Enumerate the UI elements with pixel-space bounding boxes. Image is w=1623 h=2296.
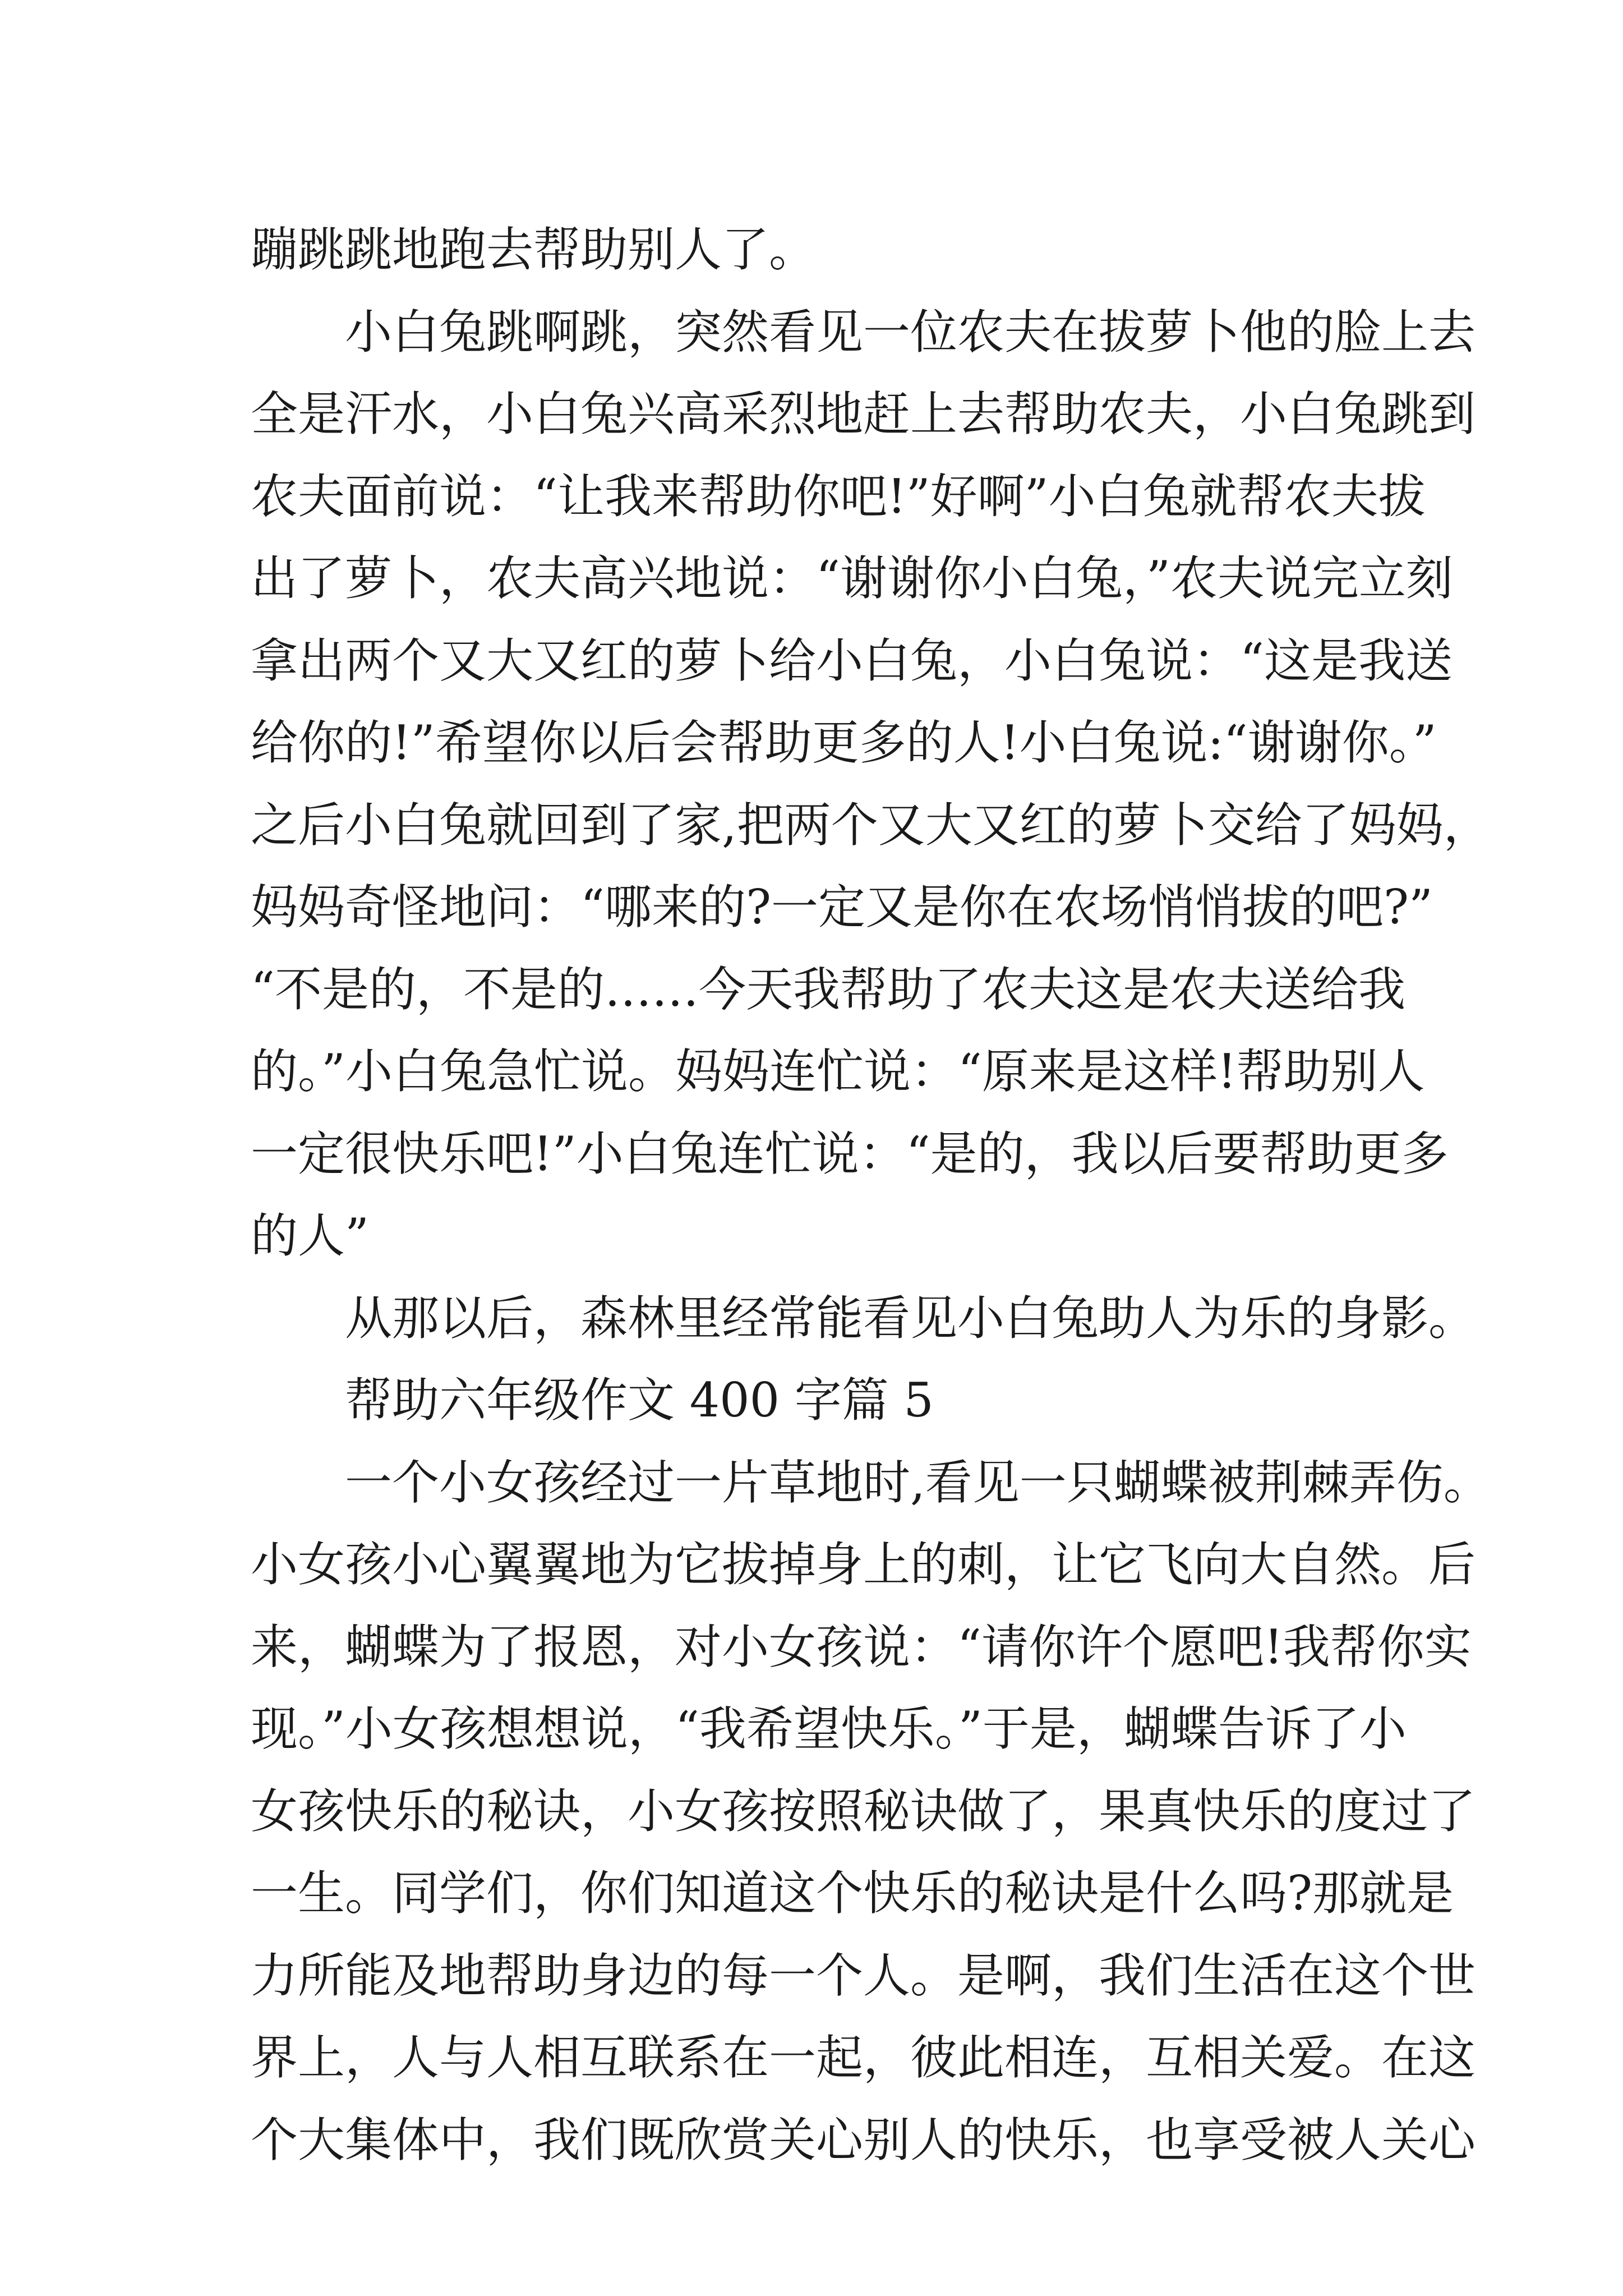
text-line: 妈妈奇怪地问：“哪来的?一定又是你在农场悄悄拔的吧?”	[251, 880, 1433, 935]
text-line: “不是的，不是的……今天我帮助了农夫这是农夫送给我	[251, 961, 1405, 1017]
text-line: 给你的!”希望你以后会帮助更多的人!小白兔说:“谢谢你。”	[251, 715, 1437, 770]
text-line: 农夫面前说：“让我来帮助你吧!”好啊”小白兔就帮农夫拔	[251, 468, 1426, 524]
text-line: 一生。同学们，你们知道这个快乐的秘诀是什么吗?那就是	[251, 1866, 1454, 1921]
text-line: 女孩快乐的秘诀，小女孩按照秘诀做了，果真快乐的度过了	[251, 1783, 1476, 1839]
text-line: 之后小白兔就回到了家,把两个又大又红的萝卜交给了妈妈，	[251, 797, 1491, 853]
text-line: 一定很快乐吧!”小白兔连忙说：“是的，我以后要帮助更多	[251, 1126, 1449, 1181]
document-body	[251, 209, 1491, 2181]
text-line: 拿出两个又大又红的萝卜给小白兔，小白兔说：“这是我送	[251, 633, 1453, 688]
text-line: 界上，人与人相互联系在一起，彼此相连，互相关爱。在这	[251, 2030, 1476, 2085]
text-line: 出了萝卜，农夫高兴地说：“谢谢你小白兔，”农夫说完立刻	[251, 551, 1453, 606]
text-line: 力所能及地帮助身边的每一个人。是啊，我们生活在这个世	[251, 1948, 1476, 2003]
paragraph-start-line: 小白兔跳啊跳，突然看见一位农夫在拔萝卜他的脸上去	[345, 304, 1476, 360]
text-line: 全是汗水，小白兔兴高采烈地赶上去帮助农夫，小白兔跳到	[251, 386, 1476, 441]
paragraph-start-line: 从那以后，森林里经常能看见小白兔助人为乐的身影。	[345, 1290, 1476, 1346]
text-line: 小女孩小心翼翼地为它拔掉身上的刺，让它飞向大自然。后	[251, 1537, 1476, 1592]
paragraph-start-line: 一个小女孩经过一片草地时,看见一只蝴蝶被荆棘弄伤。	[345, 1455, 1491, 1510]
text-line: 来，蝴蝶为了报恩，对小女孩说：“请你许个愿吧!我帮你实	[251, 1619, 1472, 1674]
section-heading: 帮助六年级作文 400 字篇 5	[345, 1373, 934, 1428]
text-line: 的人”	[251, 1208, 369, 1263]
text-line: 蹦跳跳地跑去帮助别人了。	[251, 222, 817, 277]
text-line: 的。”小白兔急忙说。妈妈连忙说：“原来是这样!帮助别人	[251, 1044, 1425, 1099]
text-line: 个大集体中，我们既欣赏关心别人的快乐，也享受被人关心	[251, 2112, 1476, 2168]
text-line: 现。”小女孩想想说，“我希望快乐。”于是，蝴蝶告诉了小	[251, 1701, 1407, 1756]
